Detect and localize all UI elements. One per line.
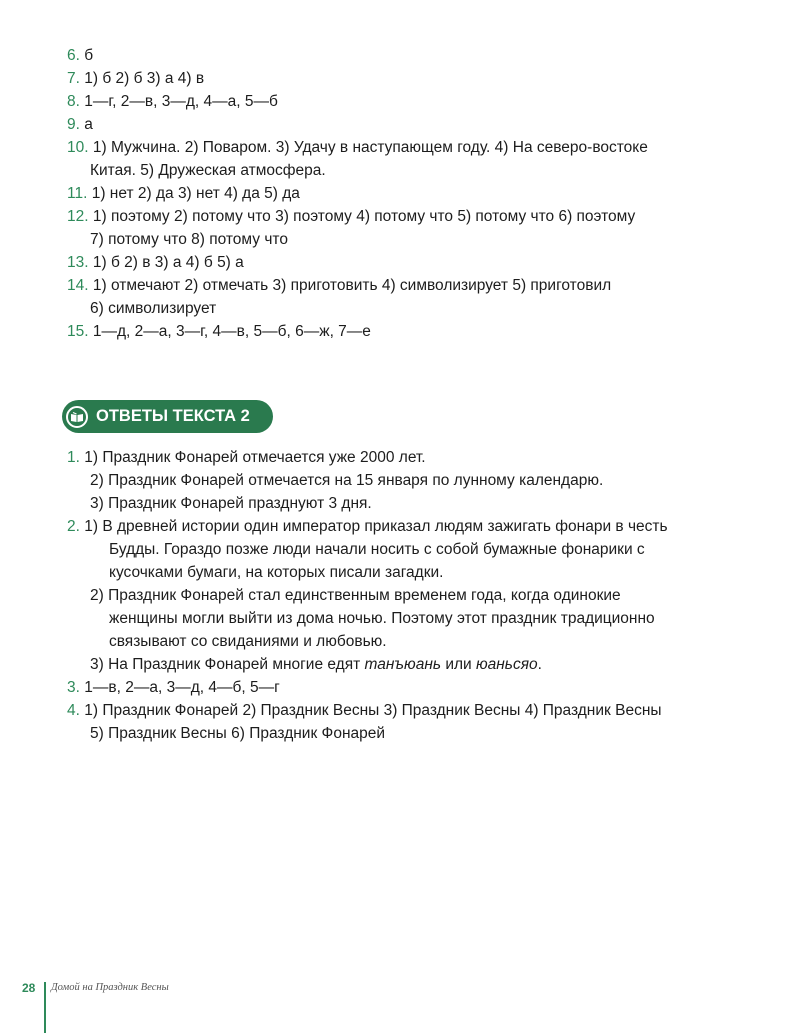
answer-line bbox=[67, 205, 787, 228]
answer-number: 7. bbox=[67, 70, 80, 87]
answer-text: 1) нет 2) да 3) нет 4) да 5) да bbox=[91, 185, 300, 202]
answer-number: 9. bbox=[67, 116, 80, 133]
answer-number: 4. bbox=[67, 702, 80, 719]
answer-text: 1—в, 2—а, 3—д, 4—б, 5—г bbox=[84, 679, 280, 696]
answer-number: 13. bbox=[67, 254, 89, 271]
answers-section-2 bbox=[67, 446, 787, 745]
answer-subitem bbox=[67, 492, 787, 515]
answer-text: связывают со свиданиями и любовью. bbox=[109, 633, 387, 650]
answer-text: 1—г, 2—в, 3—д, 4—а, 5—б bbox=[84, 93, 278, 110]
answer-line bbox=[67, 136, 787, 159]
answer-continuation bbox=[67, 607, 787, 630]
answer-continuation bbox=[67, 630, 787, 653]
answer-continuation bbox=[67, 228, 787, 251]
page-number: 28 bbox=[22, 981, 36, 995]
answer-line bbox=[67, 90, 787, 113]
book-icon bbox=[66, 406, 88, 428]
answer-number: 14. bbox=[67, 277, 89, 294]
answer-continuation bbox=[67, 297, 787, 320]
answer-line bbox=[67, 446, 787, 469]
answer-text: 3) Праздник Фонарей празднуют 3 дня. bbox=[90, 495, 372, 512]
answer-text: . bbox=[537, 656, 542, 673]
answer-text: 2) Праздник Фонарей стал единственным временем года, когда одинокие bbox=[90, 587, 621, 604]
answer-number: 10. bbox=[67, 139, 89, 156]
answer-text: 1) б 2) б 3) а 4) в bbox=[84, 70, 205, 87]
answer-text: 6) символизирует bbox=[90, 300, 217, 317]
answer-number: 2. bbox=[67, 518, 80, 535]
answer-subitem bbox=[67, 584, 787, 607]
answer-number: 1. bbox=[67, 449, 80, 466]
answer-continuation bbox=[67, 722, 787, 745]
answer-text: 1) поэтому 2) потому что 3) поэтому 4) потому что 5) потому что 6) поэтому bbox=[92, 208, 636, 225]
answer-line bbox=[67, 251, 787, 274]
answer-text: 1) Мужчина. 2) Поваром. 3) Удачу в наступающем году. 4) На северо-востоке bbox=[92, 139, 648, 156]
section-title: ОТВЕТЫ ТЕКСТА 2 bbox=[96, 407, 250, 425]
answer-line bbox=[67, 676, 787, 699]
answer-line bbox=[67, 182, 787, 205]
answer-text: 1) В древней истории один император приказал людям зажигать фонари в честь bbox=[84, 518, 668, 535]
answer-text: 1) б 2) в 3) а 4) б 5) а bbox=[92, 254, 244, 271]
answer-text: б bbox=[84, 47, 94, 64]
answer-continuation bbox=[67, 538, 787, 561]
answer-text: Китая. 5) Дружеская атмосфера. bbox=[90, 162, 326, 179]
answer-text: 2) Праздник Фонарей отмечается на 15 января по лунному календарю. bbox=[90, 472, 604, 489]
answer-text: или bbox=[441, 656, 476, 673]
answer-continuation bbox=[67, 561, 787, 584]
answer-number: 12. bbox=[67, 208, 89, 225]
answer-text: 7) потому что 8) потому что bbox=[90, 231, 288, 248]
answer-text: 1) отмечают 2) отмечать 3) приготовить 4) символизирует 5) приготовил bbox=[92, 277, 612, 294]
answer-line bbox=[67, 699, 787, 722]
book-title: Домой на Праздник Весны bbox=[51, 982, 169, 993]
answer-text: а bbox=[84, 116, 93, 133]
answer-subitem bbox=[67, 653, 787, 676]
dish-name: юаньсяо bbox=[476, 656, 538, 673]
answer-text: 1) Праздник Фонарей 2) Праздник Весны 3) Праздник Весны 4) Праздник Весны bbox=[84, 702, 662, 719]
section-banner bbox=[62, 400, 273, 433]
answer-line bbox=[67, 67, 787, 90]
answer-line bbox=[67, 515, 787, 538]
answer-line bbox=[67, 274, 787, 297]
answer-line bbox=[67, 44, 787, 67]
answer-number: 15. bbox=[67, 323, 89, 340]
answer-text: Будды. Гораздо позже люди начали носить с собой бумажные фонарики с bbox=[109, 541, 645, 558]
answer-number: 6. bbox=[67, 47, 80, 64]
answer-text: 1) Праздник Фонарей отмечается уже 2000 лет. bbox=[84, 449, 426, 466]
answer-line bbox=[67, 320, 787, 343]
answer-line bbox=[67, 113, 787, 136]
footer-divider bbox=[44, 982, 46, 1033]
answer-text: 3) На Праздник Фонарей многие едят bbox=[90, 656, 365, 673]
answer-subitem bbox=[67, 469, 787, 492]
answer-text: 1—д, 2—а, 3—г, 4—в, 5—б, 6—ж, 7—е bbox=[92, 323, 371, 340]
answer-text: 5) Праздник Весны 6) Праздник Фонарей bbox=[90, 725, 386, 742]
answer-continuation bbox=[67, 159, 787, 182]
answer-text: кусочками бумаги, на которых писали загадки. bbox=[109, 564, 444, 581]
answer-number: 11. bbox=[67, 185, 88, 202]
dish-name: танъюань bbox=[364, 656, 442, 673]
answer-number: 3. bbox=[67, 679, 80, 696]
answer-number: 8. bbox=[67, 93, 80, 110]
answer-text: женщины могли выйти из дома ночью. Поэтому этот праздник традиционно bbox=[109, 610, 655, 627]
answers-section-1 bbox=[67, 44, 787, 343]
